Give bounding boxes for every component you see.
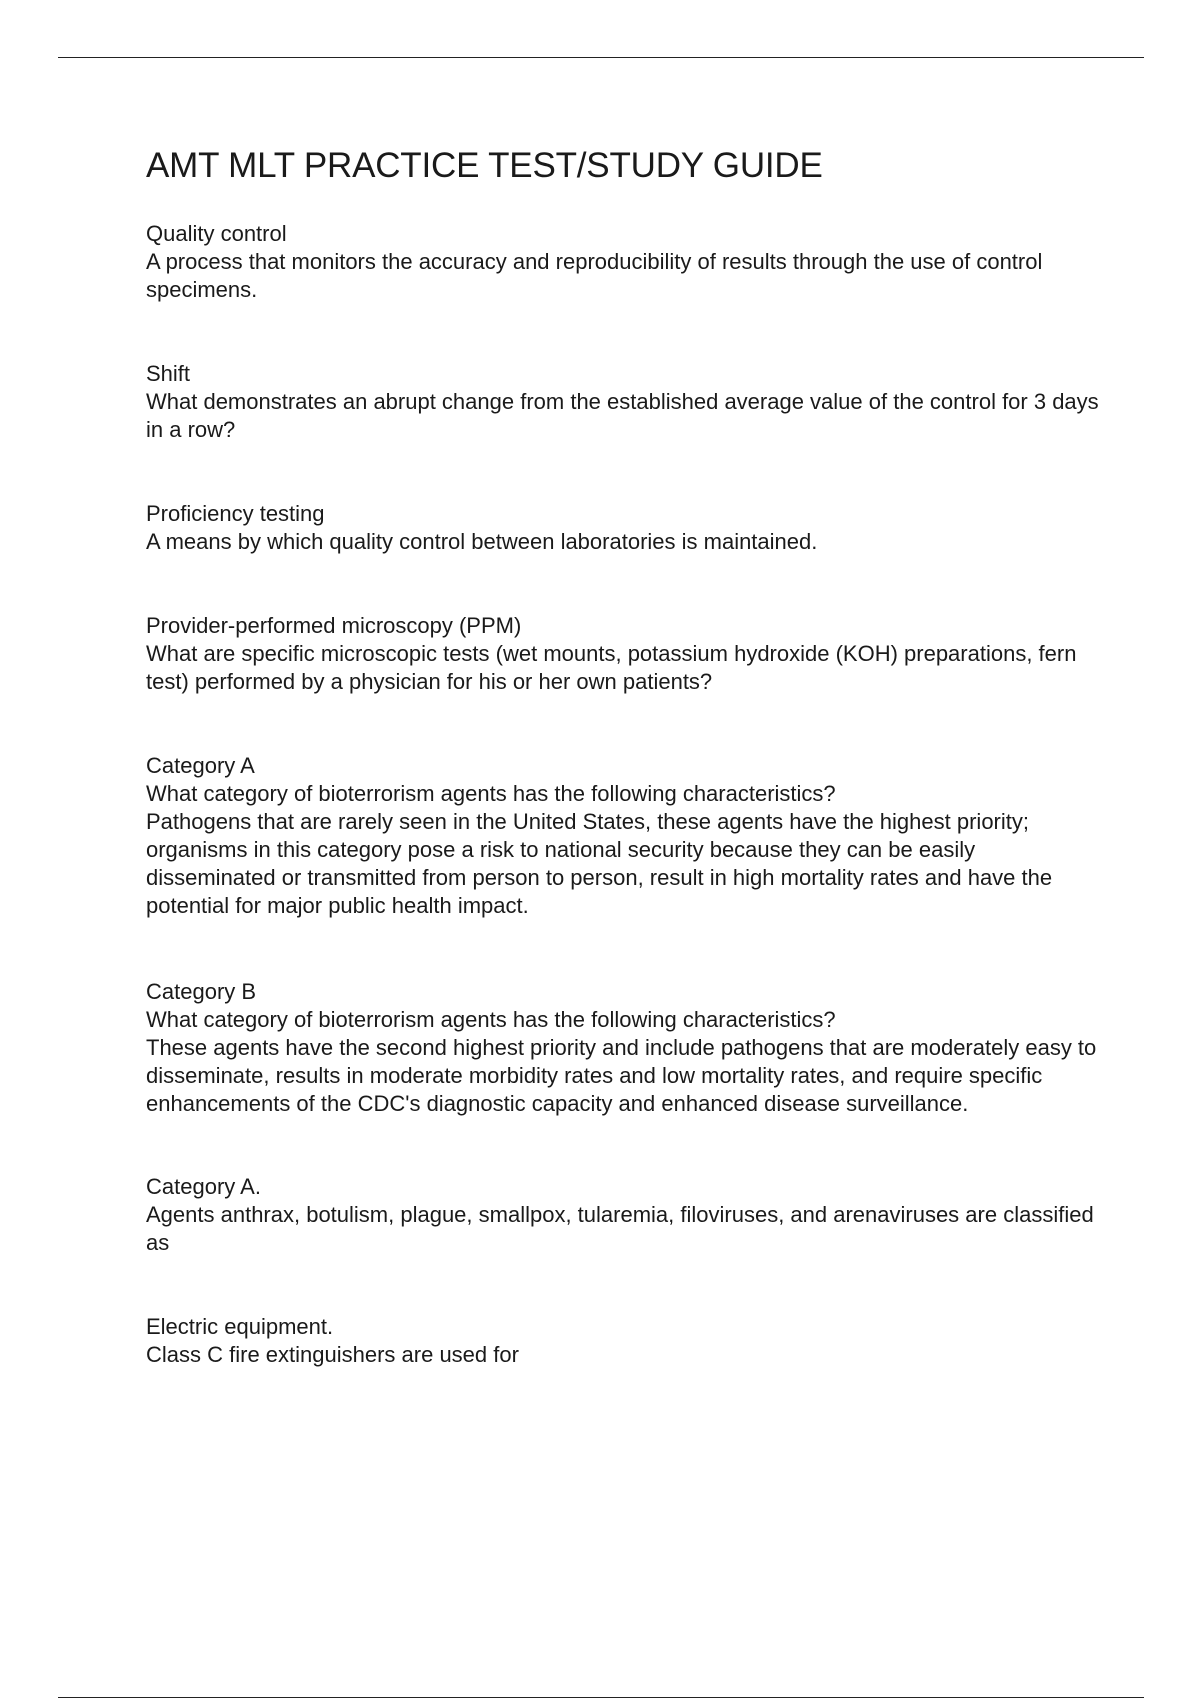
flashcard (146, 220, 1106, 304)
page-title: AMT MLT PRACTICE TEST/STUDY GUIDE (146, 146, 823, 185)
card-term: Shift (146, 361, 191, 386)
card-definition: Class C fire extinguishers are used for (146, 1342, 519, 1367)
flashcard (146, 612, 1106, 696)
card-term: Category B (146, 979, 257, 1004)
card-term: Category A. (146, 1174, 261, 1199)
card-definition: What are specific microscopic tests (wet mounts, potassium hydroxide (KOH) preparations, fern test) performed by a physician for his or her own patients? (146, 641, 1077, 694)
card-definition: Agents anthrax, botulism, plague, smallpox, tularemia, filoviruses, and arenaviruses are classified as (146, 1202, 1094, 1255)
flashcard (146, 978, 1106, 1118)
flashcard (146, 360, 1106, 444)
card-term: Category A (146, 753, 255, 778)
bottom-divider (58, 1697, 1144, 1698)
flashcard (146, 1313, 1106, 1369)
flashcard (146, 752, 1106, 920)
card-definition: What category of bioterrorism agents has the following characteristics? (146, 1007, 836, 1032)
card-definition: A process that monitors the accuracy and reproducibility of results through the use of control specimens. (146, 249, 1043, 302)
flashcard (146, 1173, 1106, 1257)
card-term: Proficiency testing (146, 501, 325, 526)
top-divider (58, 57, 1144, 58)
card-detail: Pathogens that are rarely seen in the United States, these agents have the highest priority; organisms in this category pose a risk to national security because they can be easily disseminated or transmitted from person to person, result in high mortality rates and have the potential for major public health impact. (146, 809, 1053, 918)
card-definition: A means by which quality control between laboratories is maintained. (146, 529, 818, 554)
flashcard (146, 500, 1106, 556)
card-definition: What category of bioterrorism agents has the following characteristics? (146, 781, 836, 806)
page-content (146, 140, 1106, 1369)
card-definition: What demonstrates an abrupt change from the established average value of the control for 3 days in a row? (146, 389, 1099, 442)
card-term: Electric equipment. (146, 1314, 334, 1339)
card-term: Quality control (146, 221, 287, 246)
card-term: Provider-performed microscopy (PPM) (146, 613, 522, 638)
card-detail: These agents have the second highest priority and include pathogens that are moderately easy to disseminate, results in moderate morbidity rates and low mortality rates, and require specific enhancements of the CDC's diagnostic capacity and enhanced disease surveillance. (146, 1035, 1097, 1116)
